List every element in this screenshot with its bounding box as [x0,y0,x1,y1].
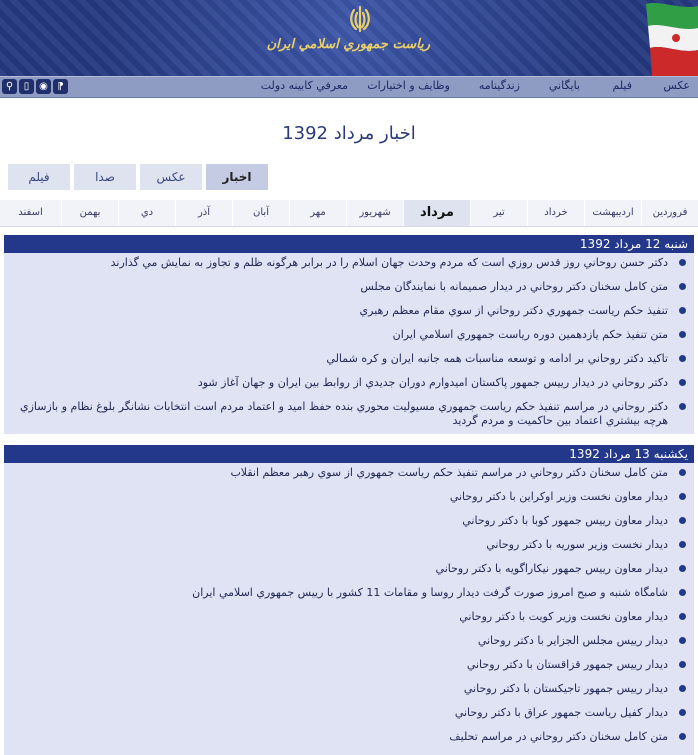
month-tab-farvardin[interactable]: فروردين [641,200,698,226]
site-header [0,0,698,76]
search-icon[interactable]: ⚲ [2,79,17,94]
month-tab-esfand[interactable]: اسفند [0,200,61,226]
bullet-icon [679,565,686,572]
news-item[interactable]: ديدار رييس جمهور قزاقستان با دكتر روحاني [4,658,694,672]
iran-flag-icon [640,0,698,76]
news-item[interactable]: تنفيذ حكم رياست جمهوري دكتر روحاني از سوي مقام معظم رهبري [4,304,694,318]
news-item[interactable]: ديدار نخست وزير سوريه با دكتر روحاني [4,538,694,552]
news-item[interactable]: ديدار رييس مجلس الجزاير با دكتر روحاني [4,634,694,648]
nav-item-duties[interactable]: وظايف و اختيارات [367,79,450,92]
bullet-icon [679,403,686,410]
month-tab-mordad[interactable]: مرداد [403,200,470,226]
month-tab-tir[interactable]: تير [470,200,527,226]
month-tab-azar[interactable]: آذر [175,200,232,226]
bullet-icon [679,517,686,524]
month-tab-bahman[interactable]: بهمن [61,200,118,226]
news-item[interactable]: متن كامل سخنان دكتر روحاني در ديدار صميمانه با نمايندگان مجلس [4,280,694,294]
tab-films[interactable]: فيلم [8,164,70,190]
month-tab-khordad[interactable]: خرداد [527,200,584,226]
news-item[interactable]: تاكيد دكتر روحاني بر ادامه و توسعه مناسبات همه جانبه ايران و كره شمالي [4,352,694,366]
news-item[interactable]: ديدار معاون نخست وزير كويت با دكتر روحاني [4,610,694,624]
site-title: رياست جمهوري اسلامي ايران [266,37,430,52]
news-item[interactable]: ديدار معاون رييس جمهور نيكاراگويه با دكتر روحاني [4,562,694,576]
news-list [4,463,694,744]
bullet-icon [679,541,686,548]
nav-item-cabinet[interactable]: معرفي كابينه دولت [260,79,348,92]
news-item[interactable]: متن كامل سخنان دكتر روحاني در مراسم تنفيذ حكم رياست جمهوري از سوي رهبر معظم انقلاب [4,466,694,480]
news-section-day-12 [4,235,694,434]
nav-icons [2,79,70,98]
bullet-icon [679,589,686,596]
nav-item-films[interactable]: فيلم [612,79,632,92]
news-item[interactable]: متن كامل سخنان دكتر روحاني در مراسم تحليف [4,730,694,744]
month-tab-dey[interactable]: دي [118,200,175,226]
bullet-icon [679,355,686,362]
section-date-header: شنبه 12 مرداد 1392 [4,235,694,253]
news-item[interactable]: شامگاه شنبه و صبح امروز صورت گرفت ديدار روسا و مقامات 11 كشور با رييس جمهوري اسلامي ايران [4,586,694,600]
bullet-icon [679,379,686,386]
bullet-icon [679,637,686,644]
nav-item-archive[interactable]: بايگاني [548,79,580,92]
emblem-icon [345,4,375,34]
month-tab-aban[interactable]: آبان [232,200,289,226]
news-section-day-13 [4,445,694,755]
month-tab-ordibehesht[interactable]: ارديبهشت [584,200,641,226]
news-item[interactable]: ديدار معاون رييس جمهور كوبا با دكتر روحاني [4,514,694,528]
bullet-icon [679,661,686,668]
bullet-icon [679,283,686,290]
news-item[interactable]: ديدار معاون نخست وزير اوكراين با دكتر روحاني [4,490,694,504]
bullet-icon [679,709,686,716]
bullet-icon [679,469,686,476]
tab-news[interactable]: اخبار [206,164,268,190]
nav-item-photos[interactable]: عکس [663,79,690,92]
month-tab-mehr[interactable]: مهر [289,200,346,226]
bullet-icon [679,733,686,740]
bullet-icon [679,259,686,266]
bullet-icon [679,685,686,692]
news-item[interactable]: دكتر حسن روحاني روز قدس روزي است كه مردم وحدت جهان اسلام را در برابر هرگونه ظلم و تجاوز به نمايش مي گذارند [4,256,694,270]
news-item[interactable]: ديدار رييس جمهور تاجيكستان با دكتر روحاني [4,682,694,696]
rss-icon[interactable]: ⁋ [53,79,68,94]
news-list [4,253,694,434]
main-nav [0,76,698,98]
bullet-icon [679,613,686,620]
tab-audio[interactable]: صدا [74,164,136,190]
section-date-header: يكشنبه 13 مرداد 1392 [4,445,694,463]
month-tab-shahrivar[interactable]: شهريور [346,200,403,226]
month-tabs [0,200,698,227]
page-title: اخبار مرداد 1392 [282,123,416,144]
bullet-icon [679,493,686,500]
news-item[interactable]: متن تنفيذ حكم يازدهمين دوره رياست جمهوري اسلامي ايران [4,328,694,342]
podcast-icon[interactable]: ◉ [36,79,51,94]
mobile-icon[interactable]: ▯ [19,79,34,94]
site-logo[interactable] [266,4,430,66]
news-item[interactable]: دكتر روحاني در مراسم تنفيذ حكم رياست جمهوري مسيوليت محوري بنده حفظ اميد و اعتماد مردم است انتخابات نشانگر بلوغ نظام و بازسازي هرچه بيشتري اعتماد بين حاكميت و مردم گرديد [4,400,694,428]
news-item[interactable]: ديدار كفيل رياست جمهور عراق با دكتر روحاني [4,706,694,720]
tab-photos[interactable]: عکس [140,164,202,190]
bullet-icon [679,307,686,314]
nav-item-biography[interactable]: زندگينامه [478,79,520,92]
news-item[interactable]: دكتر روحاني در ديدار رييس جمهور پاكستان اميدوارم دوران جديدي از روابط بين ايران و جهان آغاز شود [4,376,694,390]
bullet-icon [679,331,686,338]
